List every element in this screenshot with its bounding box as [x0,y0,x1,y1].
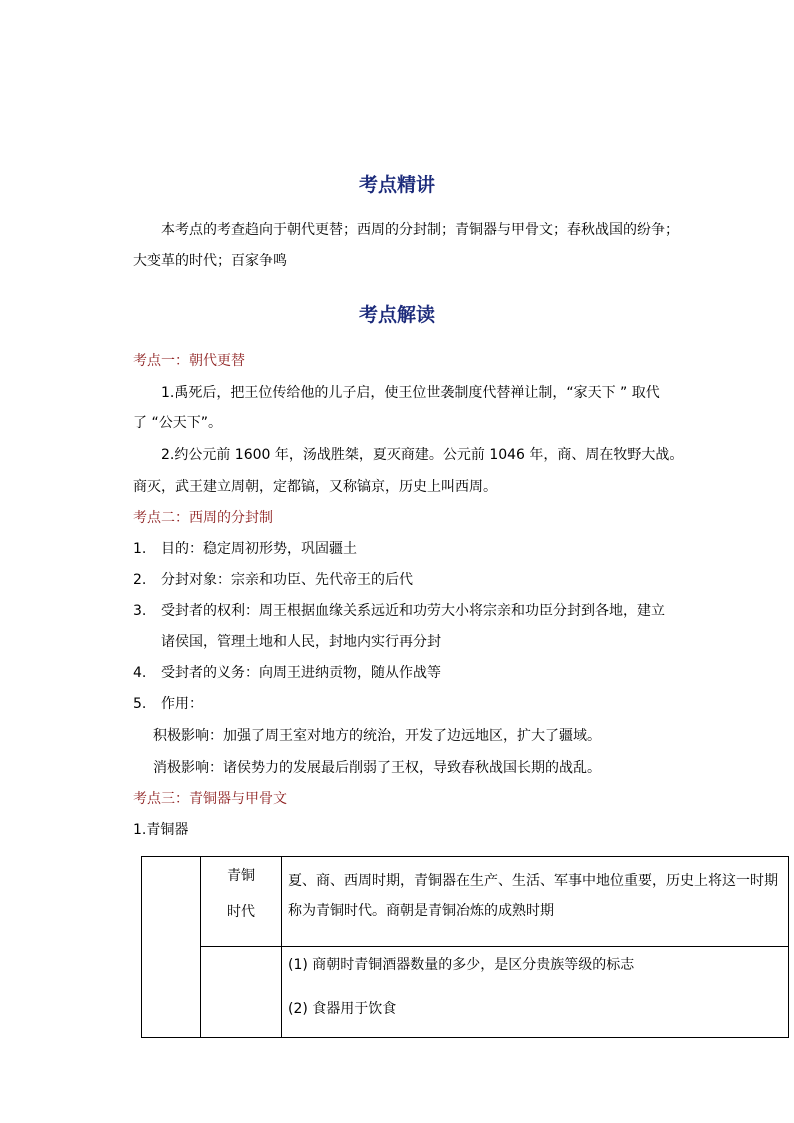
content-line: (2) 食器用于饮食 [288,1001,397,1017]
list-item [133,540,357,558]
list-item [133,602,665,620]
list-item [133,571,413,589]
list-item-number: 2. [133,572,147,588]
negative-effect: 消极影响：诸侯势力的发展最后削弱了王权，导致春秋战国长期的战乱。 [153,760,601,776]
point1-para1-line1: 1.禹死后，把王位传给他的儿子启，使王位世袭制度代替禅让制，“家天下 ” 取代 [161,385,660,401]
table-blank-cell [142,857,201,1038]
table-content-cell [282,947,789,1038]
content-line: 夏、商、西周时期，青铜器在生产、生活、军事中地位重要，历史上将这一时期 [288,873,778,889]
list-item-text: 受封者的权利：周王根据血缘关系远近和功劳大小将宗亲和功臣分封到各地，建立 [161,603,665,619]
content-line: 称为青铜时代。商朝是青铜冶炼的成熟时期 [288,903,554,919]
table-row [142,947,789,1038]
list-item [133,695,203,713]
list-item [133,664,441,682]
list-item-text: 作用： [161,696,203,712]
point3-title: 考点三：青铜器与甲骨文 [133,791,287,807]
list-item-text: 目的：稳定周初形势，巩固疆土 [161,541,357,557]
bronze-table [141,856,789,1038]
table-label-cell [201,947,282,1038]
content-line: (1) 商朝时青铜酒器数量的多少，是区分贵族等级的标志 [288,957,635,973]
label-line: 时代 [227,904,255,920]
list-item-continuation [133,633,441,651]
point1-para2-line1: 2.约公元前 1600 年，汤战胜桀，夏灭商建。公元前 1046 年，商、周在牧野大战。 [161,447,684,463]
point2-title: 考点二：西周的分封制 [133,510,273,526]
point1-para2-line2: 商灭，武王建立周朝，定都镐，又称镐京，历史上叫西周。 [133,479,497,495]
list-item-text: 分封对象：宗亲和功臣、先代帝王的后代 [161,572,413,588]
table-label-cell [201,857,282,947]
section-heading-interpretation: 考点解读 [358,304,435,326]
table-content-cell [282,857,789,947]
bronze-subheading: 1.青铜器 [133,822,189,838]
label-line: 青铜 [227,868,255,884]
list-item-number: 3. [133,603,147,619]
list-item-number: 1. [133,541,147,557]
list-item-number: 4. [133,665,147,681]
point1-para1-line2: 了 “公天下”。 [133,415,222,431]
table-row [142,857,789,947]
point1-title: 考点一：朝代更替 [133,353,245,369]
positive-effect: 积极影响：加强了周王室对地方的统治，开发了边远地区，扩大了疆域。 [153,728,601,744]
intro-line-2: 大变革的时代；百家争鸣 [133,253,287,269]
section-heading-key-points: 考点精讲 [358,174,435,196]
list-item-text: 诸侯国，管理土地和人民，封地内实行再分封 [161,634,441,650]
intro-line-1: 本考点的考查趋向于朝代更替；西周的分封制；青铜器与甲骨文；春秋战国的纷争； [161,222,679,238]
list-item-number: 5. [133,696,147,712]
list-item-text: 受封者的义务：向周王进纳贡物，随从作战等 [161,665,441,681]
